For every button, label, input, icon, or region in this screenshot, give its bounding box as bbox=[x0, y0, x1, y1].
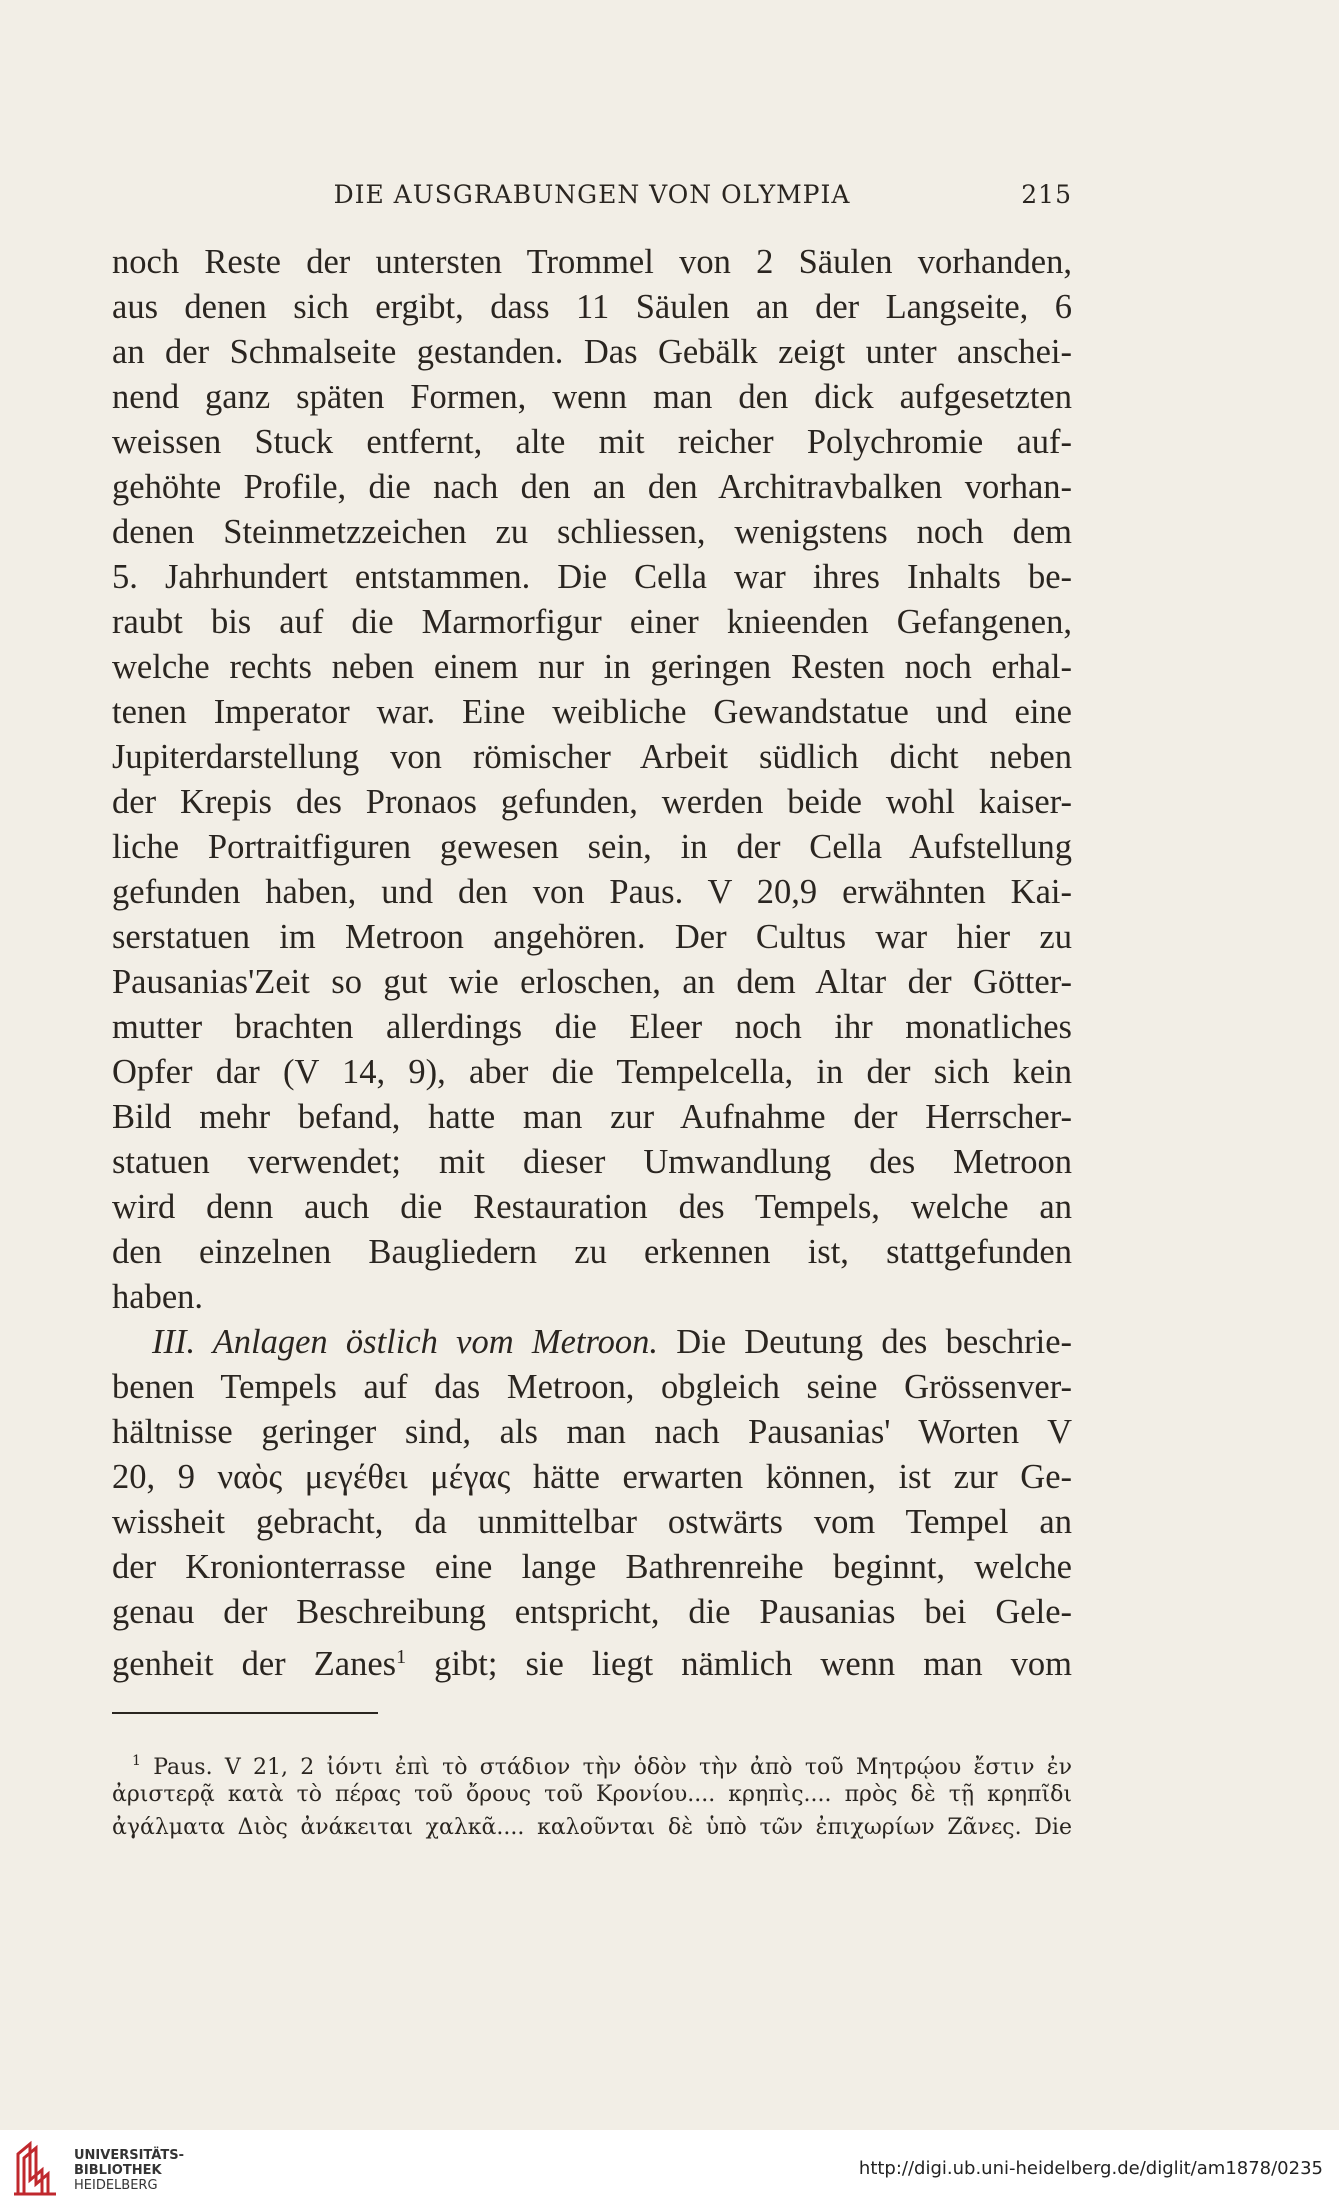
text-line: welche rechts neben einem nur in geringen Resten noch erhal- bbox=[112, 648, 1072, 686]
permalink-url[interactable]: http://digi.ub.uni-heidelberg.de/diglit/am1878/0235 bbox=[858, 2158, 1323, 2179]
footnote-marker: 1 bbox=[132, 1753, 141, 1769]
text-line: den einzelnen Baugliedern zu erkennen ist, stattgefunden bbox=[112, 1233, 1072, 1271]
text-line: hältnisse geringer sind, als man nach Pausanias' Worten V bbox=[112, 1413, 1072, 1451]
text-line: nend ganz späten Formen, wenn man den dick aufgesetzten bbox=[112, 378, 1072, 416]
section-first-line-text: Die Deutung des beschrie- bbox=[676, 1323, 1072, 1361]
text-line: Opfer dar (V 14, 9), aber die Tempelcella, in der sich kein bbox=[112, 1053, 1072, 1091]
library-name-line: BIBLIOTHEK bbox=[74, 2163, 162, 2178]
text-segment: gibt; sie liegt nämlich wenn man vom bbox=[406, 1645, 1072, 1683]
footer-bar bbox=[0, 2130, 1339, 2200]
text-line: liche Portraitfiguren gewesen sein, in der Cella Aufstellung bbox=[112, 828, 1072, 866]
footnote-text: Paus. V 21, 2 ἰόντι ἐπὶ τὸ στάδιον τὴν ὁδὸν τὴν ἀπὸ τοῦ Μητρῴου ἔστιν ἐν bbox=[153, 1755, 1072, 1780]
text-line: der Kronionterrasse eine lange Bathrenreihe beginnt, welche bbox=[112, 1548, 1072, 1586]
library-name bbox=[74, 2148, 184, 2193]
text-line: der Krepis des Pronaos gefunden, werden beide wohl kaiser- bbox=[112, 783, 1072, 821]
footnote-line: ἀγάλματα Διὸς ἀνάκειται χαλκᾶ.... καλοῦνται δὲ ὑπὸ τῶν ἐπιχωρίων Ζᾶνες. Die bbox=[112, 1815, 1072, 1840]
text-line: gehöhte Profile, die nach den an den Architravbalken vorhan- bbox=[112, 468, 1072, 506]
body-text bbox=[112, 240, 1072, 1683]
page-number: 215 bbox=[1021, 180, 1072, 209]
text-line: Bild mehr befand, hatte man zur Aufnahme der Herrscher- bbox=[112, 1098, 1072, 1136]
text-line: aus denen sich ergibt, dass 11 Säulen an der Langseite, 6 bbox=[112, 288, 1072, 326]
text-line: benen Tempels auf das Metroon, obgleich seine Grössenver- bbox=[112, 1368, 1072, 1406]
text-line: 5. Jahrhundert entstammen. Die Cella war ihres Inhalts be- bbox=[112, 558, 1072, 596]
footnote-reference: 1 bbox=[396, 1646, 407, 1668]
text-line: statuen verwendet; mit dieser Umwandlung des Metroon bbox=[112, 1143, 1072, 1181]
footnote-divider bbox=[112, 1712, 378, 1714]
text-line: 20, 9 ναὸς μεγέθει μέγας hätte erwarten können, ist zur Ge- bbox=[112, 1458, 1072, 1496]
section-first-line bbox=[112, 1320, 1072, 1365]
text-line: Pausanias'Zeit so gut wie erloschen, an dem Altar der Götter- bbox=[112, 963, 1072, 1001]
footnote-line: ἀριστερᾷ κατὰ τὸ πέρας τοῦ ὄρους τοῦ Κρονίου.... κρηπὶς.... πρὸς δὲ τῇ κρηπῖδι bbox=[112, 1782, 1072, 1807]
text-line: serstatuen im Metroon angehören. Der Cultus war hier zu bbox=[112, 918, 1072, 956]
text-line: tenen Imperator war. Eine weibliche Gewandstatue und eine bbox=[112, 693, 1072, 731]
section-heading: III. Anlagen östlich vom Metroon. bbox=[152, 1323, 659, 1361]
text-line: denen Steinmetzzeichen zu schliessen, wenigstens noch dem bbox=[112, 513, 1072, 551]
text-line: wissheit gebracht, da unmittelbar ostwärts vom Tempel an bbox=[112, 1503, 1072, 1541]
text-line: genau der Beschreibung entspricht, die Pausanias bei Gele- bbox=[112, 1593, 1072, 1631]
text-line: weissen Stuck entfernt, alte mit reicher Polychromie auf- bbox=[112, 423, 1072, 461]
text-line: raubt bis auf die Marmorfigur einer knieenden Gefangenen, bbox=[112, 603, 1072, 641]
text-line: wird denn auch die Restauration des Tempels, welche an bbox=[112, 1188, 1072, 1226]
text-line: noch Reste der untersten Trommel von 2 Säulen vorhanden, bbox=[112, 243, 1072, 281]
library-logo-icon bbox=[12, 2140, 60, 2196]
text-line: an der Schmalseite gestanden. Das Gebälk zeigt unter anschei- bbox=[112, 333, 1072, 371]
text-line: mutter brachten allerdings die Eleer noch ihr monatliches bbox=[112, 1008, 1072, 1046]
footnote-line bbox=[112, 1745, 1072, 1778]
text-line: Jupiterdarstellung von römischer Arbeit südlich dicht neben bbox=[112, 738, 1072, 776]
page-header bbox=[112, 180, 1072, 220]
text-segment: genheit der Zanes bbox=[112, 1645, 397, 1683]
library-name-line: UNIVERSITÄTS- bbox=[74, 2148, 184, 2163]
text-line: gefunden haben, und den von Paus. V 20,9 erwähnten Kai- bbox=[112, 873, 1072, 911]
text-line-with-footnote bbox=[112, 1635, 1072, 1683]
text-line: haben. bbox=[112, 1278, 204, 1316]
library-name-line: HEIDELBERG bbox=[74, 2178, 158, 2193]
footnotes bbox=[112, 1745, 1072, 1844]
running-title: DIE AUSGRABUNGEN VON OLYMPIA bbox=[333, 180, 851, 209]
